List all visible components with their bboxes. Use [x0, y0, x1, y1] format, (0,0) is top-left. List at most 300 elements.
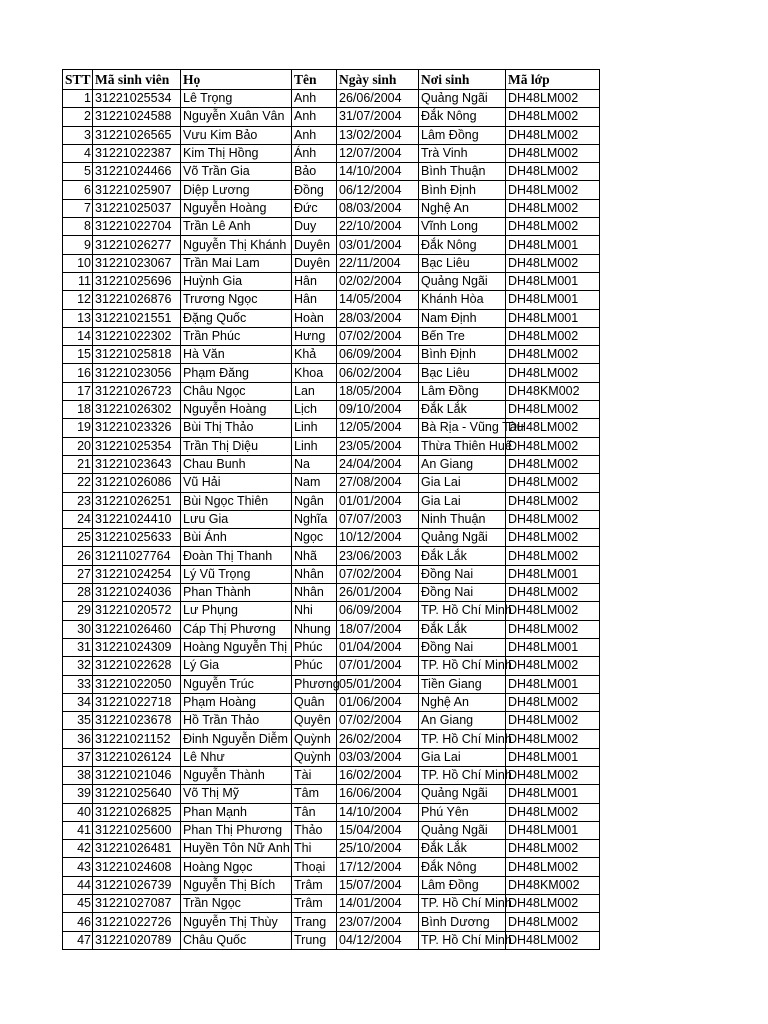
- cell-ma-lop: DH48LM002: [506, 840, 600, 858]
- cell-ma-sinh-vien: 31221020572: [93, 602, 181, 620]
- header-ma-sinh-vien: Mã sinh viên: [93, 70, 181, 90]
- cell-ngay-sinh: 06/09/2004: [337, 346, 419, 364]
- cell-ho: Nguyễn Thị Bích: [181, 876, 292, 894]
- cell-ma-sinh-vien: 31221023326: [93, 419, 181, 437]
- cell-ten: Hân: [292, 272, 337, 290]
- cell-ho: Trần Thị Diệu: [181, 437, 292, 455]
- cell-ten: Quyên: [292, 712, 337, 730]
- cell-ten: Ngân: [292, 492, 337, 510]
- cell-ngay-sinh: 06/09/2004: [337, 602, 419, 620]
- cell-ho: Hà Văn: [181, 346, 292, 364]
- cell-stt: 11: [63, 272, 93, 290]
- cell-ten: Nhung: [292, 620, 337, 638]
- table-row: [63, 327, 600, 345]
- cell-noi-sinh: Đắk Lắk: [419, 620, 506, 638]
- cell-stt: 44: [63, 876, 93, 894]
- table-row: [63, 803, 600, 821]
- cell-ma-sinh-vien: 31221026086: [93, 474, 181, 492]
- cell-ten: Trâm: [292, 895, 337, 913]
- table-row: [63, 895, 600, 913]
- cell-ma-sinh-vien: 31221025633: [93, 529, 181, 547]
- cell-ngay-sinh: 17/12/2004: [337, 858, 419, 876]
- cell-ngay-sinh: 26/02/2004: [337, 730, 419, 748]
- cell-noi-sinh: TP. Hồ Chí Minh: [419, 730, 506, 748]
- cell-ngay-sinh: 15/07/2004: [337, 876, 419, 894]
- table-body: [63, 90, 600, 950]
- cell-ngay-sinh: 09/10/2004: [337, 401, 419, 419]
- cell-noi-sinh: TP. Hồ Chí Minh: [419, 931, 506, 949]
- cell-ngay-sinh: 07/02/2004: [337, 565, 419, 583]
- table-row: [63, 236, 600, 254]
- table-row: [63, 291, 600, 309]
- cell-stt: 8: [63, 218, 93, 236]
- cell-ten: Quỳnh: [292, 730, 337, 748]
- cell-ho: Võ Thị Mỹ: [181, 785, 292, 803]
- cell-ma-sinh-vien: 31221023067: [93, 254, 181, 272]
- cell-ngay-sinh: 26/06/2004: [337, 90, 419, 108]
- cell-ho: Lê Trọng: [181, 90, 292, 108]
- cell-ho: Nguyễn Hoàng: [181, 199, 292, 217]
- cell-stt: 36: [63, 730, 93, 748]
- cell-stt: 41: [63, 821, 93, 839]
- cell-noi-sinh: Gia Lai: [419, 474, 506, 492]
- cell-ngay-sinh: 01/06/2004: [337, 693, 419, 711]
- cell-ngay-sinh: 08/03/2004: [337, 199, 419, 217]
- cell-ten: Hoàn: [292, 309, 337, 327]
- table-row: [63, 364, 600, 382]
- cell-ngay-sinh: 12/07/2004: [337, 144, 419, 162]
- cell-ma-sinh-vien: 31221026302: [93, 401, 181, 419]
- cell-ma-lop: DH48LM002: [506, 346, 600, 364]
- cell-ma-sinh-vien: 31221023678: [93, 712, 181, 730]
- cell-ho: Đặng Quốc: [181, 309, 292, 327]
- cell-ten: Thoại: [292, 858, 337, 876]
- cell-ho: Trương Ngọc: [181, 291, 292, 309]
- cell-ma-lop: DH48LM002: [506, 895, 600, 913]
- table-row: [63, 529, 600, 547]
- cell-ngay-sinh: 26/01/2004: [337, 584, 419, 602]
- cell-ten: Anh: [292, 108, 337, 126]
- table-row: [63, 437, 600, 455]
- cell-noi-sinh: Nghệ An: [419, 693, 506, 711]
- cell-stt: 47: [63, 931, 93, 949]
- cell-stt: 24: [63, 510, 93, 528]
- table-row: [63, 931, 600, 949]
- table-row: [63, 346, 600, 364]
- cell-ma-sinh-vien: 31221022726: [93, 913, 181, 931]
- table-row: [63, 730, 600, 748]
- cell-ten: Thi: [292, 840, 337, 858]
- cell-ngay-sinh: 22/11/2004: [337, 254, 419, 272]
- table-row: [63, 620, 600, 638]
- cell-noi-sinh: Trà Vinh: [419, 144, 506, 162]
- cell-stt: 39: [63, 785, 93, 803]
- cell-ma-lop: DH48LM002: [506, 144, 600, 162]
- cell-noi-sinh: Bình Thuận: [419, 163, 506, 181]
- header-row: [63, 70, 600, 90]
- cell-ngay-sinh: 22/10/2004: [337, 218, 419, 236]
- table-row: [63, 657, 600, 675]
- cell-ngay-sinh: 24/04/2004: [337, 455, 419, 473]
- cell-ma-lop: DH48LM002: [506, 108, 600, 126]
- cell-stt: 9: [63, 236, 93, 254]
- cell-ngay-sinh: 27/08/2004: [337, 474, 419, 492]
- cell-ma-lop: DH48LM002: [506, 693, 600, 711]
- cell-stt: 18: [63, 401, 93, 419]
- cell-ma-sinh-vien: 31221021551: [93, 309, 181, 327]
- cell-noi-sinh: Đắk Nông: [419, 108, 506, 126]
- cell-stt: 46: [63, 913, 93, 931]
- cell-ho: Bùi Thị Thảo: [181, 419, 292, 437]
- cell-ten: Quỳnh: [292, 748, 337, 766]
- cell-ten: Duyên: [292, 254, 337, 272]
- cell-ma-lop: DH48LM002: [506, 181, 600, 199]
- cell-ma-sinh-vien: 31221026723: [93, 382, 181, 400]
- cell-ten: Ánh: [292, 144, 337, 162]
- cell-ngay-sinh: 01/01/2004: [337, 492, 419, 510]
- cell-noi-sinh: Phú Yên: [419, 803, 506, 821]
- cell-stt: 1: [63, 90, 93, 108]
- cell-ma-sinh-vien: 31211027764: [93, 547, 181, 565]
- cell-ngay-sinh: 23/07/2004: [337, 913, 419, 931]
- cell-ten: Tâm: [292, 785, 337, 803]
- table-row: [63, 712, 600, 730]
- cell-ten: Hân: [292, 291, 337, 309]
- table-row: [63, 382, 600, 400]
- cell-ngay-sinh: 25/10/2004: [337, 840, 419, 858]
- cell-stt: 32: [63, 657, 93, 675]
- cell-ma-lop: DH48LM002: [506, 437, 600, 455]
- cell-noi-sinh: Bạc Liêu: [419, 254, 506, 272]
- cell-ma-lop: DH48LM002: [506, 547, 600, 565]
- cell-noi-sinh: Quảng Ngãi: [419, 785, 506, 803]
- cell-ho: Hoàng Ngọc: [181, 858, 292, 876]
- cell-ma-sinh-vien: 31221021152: [93, 730, 181, 748]
- cell-ten: Phúc: [292, 638, 337, 656]
- cell-noi-sinh: Tiền Giang: [419, 675, 506, 693]
- cell-ma-sinh-vien: 31221024036: [93, 584, 181, 602]
- table-row: [63, 144, 600, 162]
- cell-ten: Duy: [292, 218, 337, 236]
- cell-ngay-sinh: 12/05/2004: [337, 419, 419, 437]
- cell-ngay-sinh: 14/10/2004: [337, 163, 419, 181]
- table-row: [63, 821, 600, 839]
- cell-noi-sinh: Khánh Hòa: [419, 291, 506, 309]
- cell-stt: 14: [63, 327, 93, 345]
- cell-ho: Huỳnh Gia: [181, 272, 292, 290]
- table-row: [63, 876, 600, 894]
- cell-ma-lop: DH48LM002: [506, 199, 600, 217]
- cell-noi-sinh: Thừa Thiên Huế: [419, 437, 506, 455]
- cell-ngay-sinh: 03/01/2004: [337, 236, 419, 254]
- cell-ngay-sinh: 02/02/2004: [337, 272, 419, 290]
- table-row: [63, 675, 600, 693]
- cell-noi-sinh: TP. Hồ Chí Minh: [419, 895, 506, 913]
- cell-ma-lop: DH48LM001: [506, 675, 600, 693]
- cell-stt: 30: [63, 620, 93, 638]
- cell-ngay-sinh: 07/01/2004: [337, 657, 419, 675]
- cell-noi-sinh: Nghệ An: [419, 199, 506, 217]
- cell-ten: Nhân: [292, 584, 337, 602]
- table-header: [63, 70, 600, 90]
- cell-ma-lop: DH48LM002: [506, 657, 600, 675]
- cell-ma-lop: DH48LM002: [506, 401, 600, 419]
- cell-noi-sinh: Bình Định: [419, 346, 506, 364]
- cell-ma-lop: DH48LM002: [506, 766, 600, 784]
- table-row: [63, 913, 600, 931]
- cell-ma-sinh-vien: 31221027087: [93, 895, 181, 913]
- cell-ten: Anh: [292, 90, 337, 108]
- table-row: [63, 492, 600, 510]
- cell-ma-lop: DH48LM002: [506, 218, 600, 236]
- cell-ma-sinh-vien: 31221020789: [93, 931, 181, 949]
- cell-ho: Phạm Hoàng: [181, 693, 292, 711]
- cell-ma-sinh-vien: 31221022718: [93, 693, 181, 711]
- cell-ma-lop: DH48LM002: [506, 254, 600, 272]
- cell-ho: Trần Lê Anh: [181, 218, 292, 236]
- cell-noi-sinh: Gia Lai: [419, 492, 506, 510]
- cell-ngay-sinh: 07/02/2004: [337, 712, 419, 730]
- cell-ho: Phan Thị Phương: [181, 821, 292, 839]
- cell-ma-lop: DH48LM002: [506, 163, 600, 181]
- cell-ho: Nguyễn Thị Khánh: [181, 236, 292, 254]
- cell-ngay-sinh: 01/04/2004: [337, 638, 419, 656]
- header-stt: STT: [63, 70, 93, 90]
- cell-ten: Nhã: [292, 547, 337, 565]
- cell-noi-sinh: Bình Định: [419, 181, 506, 199]
- cell-ma-sinh-vien: 31221026825: [93, 803, 181, 821]
- cell-ngay-sinh: 16/06/2004: [337, 785, 419, 803]
- cell-ma-lop: DH48LM002: [506, 492, 600, 510]
- cell-stt: 12: [63, 291, 93, 309]
- cell-ngay-sinh: 23/05/2004: [337, 437, 419, 455]
- cell-ma-sinh-vien: 31221025037: [93, 199, 181, 217]
- cell-ten: Nhân: [292, 565, 337, 583]
- cell-noi-sinh: Quảng Ngãi: [419, 529, 506, 547]
- cell-ngay-sinh: 15/04/2004: [337, 821, 419, 839]
- cell-ten: Phúc: [292, 657, 337, 675]
- cell-ma-lop: DH48LM002: [506, 913, 600, 931]
- cell-ma-sinh-vien: 31221025818: [93, 346, 181, 364]
- cell-ho: Nguyễn Thành: [181, 766, 292, 784]
- table-row: [63, 547, 600, 565]
- cell-ma-sinh-vien: 31221024608: [93, 858, 181, 876]
- cell-ma-sinh-vien: 31221026565: [93, 126, 181, 144]
- table-row: [63, 766, 600, 784]
- cell-ngay-sinh: 10/12/2004: [337, 529, 419, 547]
- table-row: [63, 565, 600, 583]
- cell-stt: 37: [63, 748, 93, 766]
- cell-ngay-sinh: 14/01/2004: [337, 895, 419, 913]
- cell-ma-lop: DH48LM002: [506, 858, 600, 876]
- cell-noi-sinh: Quảng Ngãi: [419, 90, 506, 108]
- table-row: [63, 181, 600, 199]
- cell-ho: Lư Phụng: [181, 602, 292, 620]
- table-row: [63, 693, 600, 711]
- cell-ma-lop: DH48LM002: [506, 510, 600, 528]
- table-row: [63, 785, 600, 803]
- cell-ten: Hưng: [292, 327, 337, 345]
- header-ngay-sinh: Ngày sinh: [337, 70, 419, 90]
- cell-ma-lop: DH48LM002: [506, 327, 600, 345]
- cell-stt: 34: [63, 693, 93, 711]
- cell-noi-sinh: Đắk Lắk: [419, 401, 506, 419]
- cell-ngay-sinh: 06/02/2004: [337, 364, 419, 382]
- cell-stt: 20: [63, 437, 93, 455]
- cell-ten: Bảo: [292, 163, 337, 181]
- cell-ma-sinh-vien: 31221026739: [93, 876, 181, 894]
- cell-ma-sinh-vien: 31221026124: [93, 748, 181, 766]
- cell-stt: 25: [63, 529, 93, 547]
- cell-ma-sinh-vien: 31221026251: [93, 492, 181, 510]
- cell-ho: Diệp Lương: [181, 181, 292, 199]
- cell-stt: 23: [63, 492, 93, 510]
- cell-ma-sinh-vien: 31221025907: [93, 181, 181, 199]
- table-row: [63, 638, 600, 656]
- cell-noi-sinh: Đồng Nai: [419, 638, 506, 656]
- cell-ngay-sinh: 16/02/2004: [337, 766, 419, 784]
- cell-ma-sinh-vien: 31221022628: [93, 657, 181, 675]
- cell-noi-sinh: An Giang: [419, 712, 506, 730]
- cell-stt: 35: [63, 712, 93, 730]
- cell-ma-sinh-vien: 31221025354: [93, 437, 181, 455]
- table-row: [63, 840, 600, 858]
- cell-ma-lop: DH48LM002: [506, 455, 600, 473]
- cell-ngay-sinh: 28/03/2004: [337, 309, 419, 327]
- table-row: [63, 602, 600, 620]
- table-row: [63, 254, 600, 272]
- cell-ma-sinh-vien: 31221026876: [93, 291, 181, 309]
- cell-noi-sinh: TP. Hồ Chí Minh: [419, 602, 506, 620]
- cell-stt: 2: [63, 108, 93, 126]
- table-row: [63, 401, 600, 419]
- cell-ten: Duyên: [292, 236, 337, 254]
- cell-noi-sinh: Đắk Lắk: [419, 547, 506, 565]
- cell-ho: Phan Mạnh: [181, 803, 292, 821]
- cell-noi-sinh: Đồng Nai: [419, 565, 506, 583]
- cell-ngay-sinh: 13/02/2004: [337, 126, 419, 144]
- cell-noi-sinh: Bến Tre: [419, 327, 506, 345]
- cell-ma-sinh-vien: 31221025696: [93, 272, 181, 290]
- cell-ho: Nguyễn Xuân Vân: [181, 108, 292, 126]
- cell-noi-sinh: TP. Hồ Chí Minh: [419, 657, 506, 675]
- cell-noi-sinh: Đắk Nông: [419, 858, 506, 876]
- cell-ngay-sinh: 31/07/2004: [337, 108, 419, 126]
- cell-ma-sinh-vien: 31221022050: [93, 675, 181, 693]
- cell-ma-lop: DH48LM002: [506, 730, 600, 748]
- cell-ho: Phan Thành: [181, 584, 292, 602]
- cell-ngay-sinh: 14/05/2004: [337, 291, 419, 309]
- cell-ma-sinh-vien: 31221021046: [93, 766, 181, 784]
- cell-ten: Trang: [292, 913, 337, 931]
- table-row: [63, 474, 600, 492]
- cell-ma-lop: DH48LM001: [506, 821, 600, 839]
- cell-ngay-sinh: 03/03/2004: [337, 748, 419, 766]
- cell-ten: Ngọc: [292, 529, 337, 547]
- cell-stt: 4: [63, 144, 93, 162]
- cell-ma-sinh-vien: 31221025600: [93, 821, 181, 839]
- cell-noi-sinh: Quảng Ngãi: [419, 272, 506, 290]
- cell-ngay-sinh: 07/07/2003: [337, 510, 419, 528]
- cell-ho: Phạm Đăng: [181, 364, 292, 382]
- cell-stt: 27: [63, 565, 93, 583]
- student-roster-table: [62, 69, 600, 950]
- cell-ma-lop: DH48LM002: [506, 90, 600, 108]
- cell-ho: Võ Trần Gia: [181, 163, 292, 181]
- cell-ho: Huyền Tôn Nữ Anh: [181, 840, 292, 858]
- cell-ma-sinh-vien: 31221023056: [93, 364, 181, 382]
- cell-ma-sinh-vien: 31221024466: [93, 163, 181, 181]
- cell-ma-lop: DH48LM001: [506, 785, 600, 803]
- table-row: [63, 272, 600, 290]
- cell-noi-sinh: Nam Định: [419, 309, 506, 327]
- cell-stt: 33: [63, 675, 93, 693]
- cell-ma-lop: DH48LM001: [506, 638, 600, 656]
- cell-ngay-sinh: 04/12/2004: [337, 931, 419, 949]
- cell-ho: Nguyễn Hoàng: [181, 401, 292, 419]
- cell-ma-lop: DH48LM002: [506, 126, 600, 144]
- cell-ngay-sinh: 05/01/2004: [337, 675, 419, 693]
- cell-stt: 31: [63, 638, 93, 656]
- cell-ho: Cáp Thị Phương: [181, 620, 292, 638]
- cell-ho: Vũ Hải: [181, 474, 292, 492]
- cell-ten: Linh: [292, 419, 337, 437]
- cell-noi-sinh: Bạc Liêu: [419, 364, 506, 382]
- cell-stt: 15: [63, 346, 93, 364]
- cell-ten: Tài: [292, 766, 337, 784]
- cell-ho: Chau Bunh: [181, 455, 292, 473]
- cell-stt: 17: [63, 382, 93, 400]
- cell-ma-sinh-vien: 31221026277: [93, 236, 181, 254]
- cell-ma-sinh-vien: 31221023643: [93, 455, 181, 473]
- cell-ngay-sinh: 18/07/2004: [337, 620, 419, 638]
- cell-noi-sinh: Gia Lai: [419, 748, 506, 766]
- cell-ten: Trâm: [292, 876, 337, 894]
- cell-ho: Trần Ngọc: [181, 895, 292, 913]
- cell-ho: Hồ Trần Thảo: [181, 712, 292, 730]
- cell-ho: Nguyễn Thị Thùy: [181, 913, 292, 931]
- cell-ten: Nam: [292, 474, 337, 492]
- cell-ma-lop: DH48LM002: [506, 419, 600, 437]
- table-row: [63, 309, 600, 327]
- cell-ngay-sinh: 14/10/2004: [337, 803, 419, 821]
- cell-ho: Vưu Kim Bảo: [181, 126, 292, 144]
- cell-ho: Hoàng Nguyễn Thị: [181, 638, 292, 656]
- cell-stt: 29: [63, 602, 93, 620]
- cell-ma-sinh-vien: 31221024309: [93, 638, 181, 656]
- cell-stt: 26: [63, 547, 93, 565]
- cell-ho: Kim Thị Hồng: [181, 144, 292, 162]
- cell-ten: Khả: [292, 346, 337, 364]
- header-ho: Họ: [181, 70, 292, 90]
- cell-ma-sinh-vien: 31221026460: [93, 620, 181, 638]
- cell-ho: Trần Phúc: [181, 327, 292, 345]
- cell-noi-sinh: Lâm Đồng: [419, 876, 506, 894]
- table-row: [63, 510, 600, 528]
- cell-ho: Lý Vũ Trọng: [181, 565, 292, 583]
- table-row: [63, 108, 600, 126]
- cell-noi-sinh: An Giang: [419, 455, 506, 473]
- cell-ho: Nguyễn Trúc: [181, 675, 292, 693]
- cell-ho: Trần Mai Lam: [181, 254, 292, 272]
- cell-ma-lop: DH48LM002: [506, 584, 600, 602]
- table-row: [63, 90, 600, 108]
- cell-ma-lop: DH48LM002: [506, 712, 600, 730]
- cell-ten: Trung: [292, 931, 337, 949]
- cell-ma-sinh-vien: 31221025640: [93, 785, 181, 803]
- cell-ma-lop: DH48KM002: [506, 876, 600, 894]
- table-row: [63, 163, 600, 181]
